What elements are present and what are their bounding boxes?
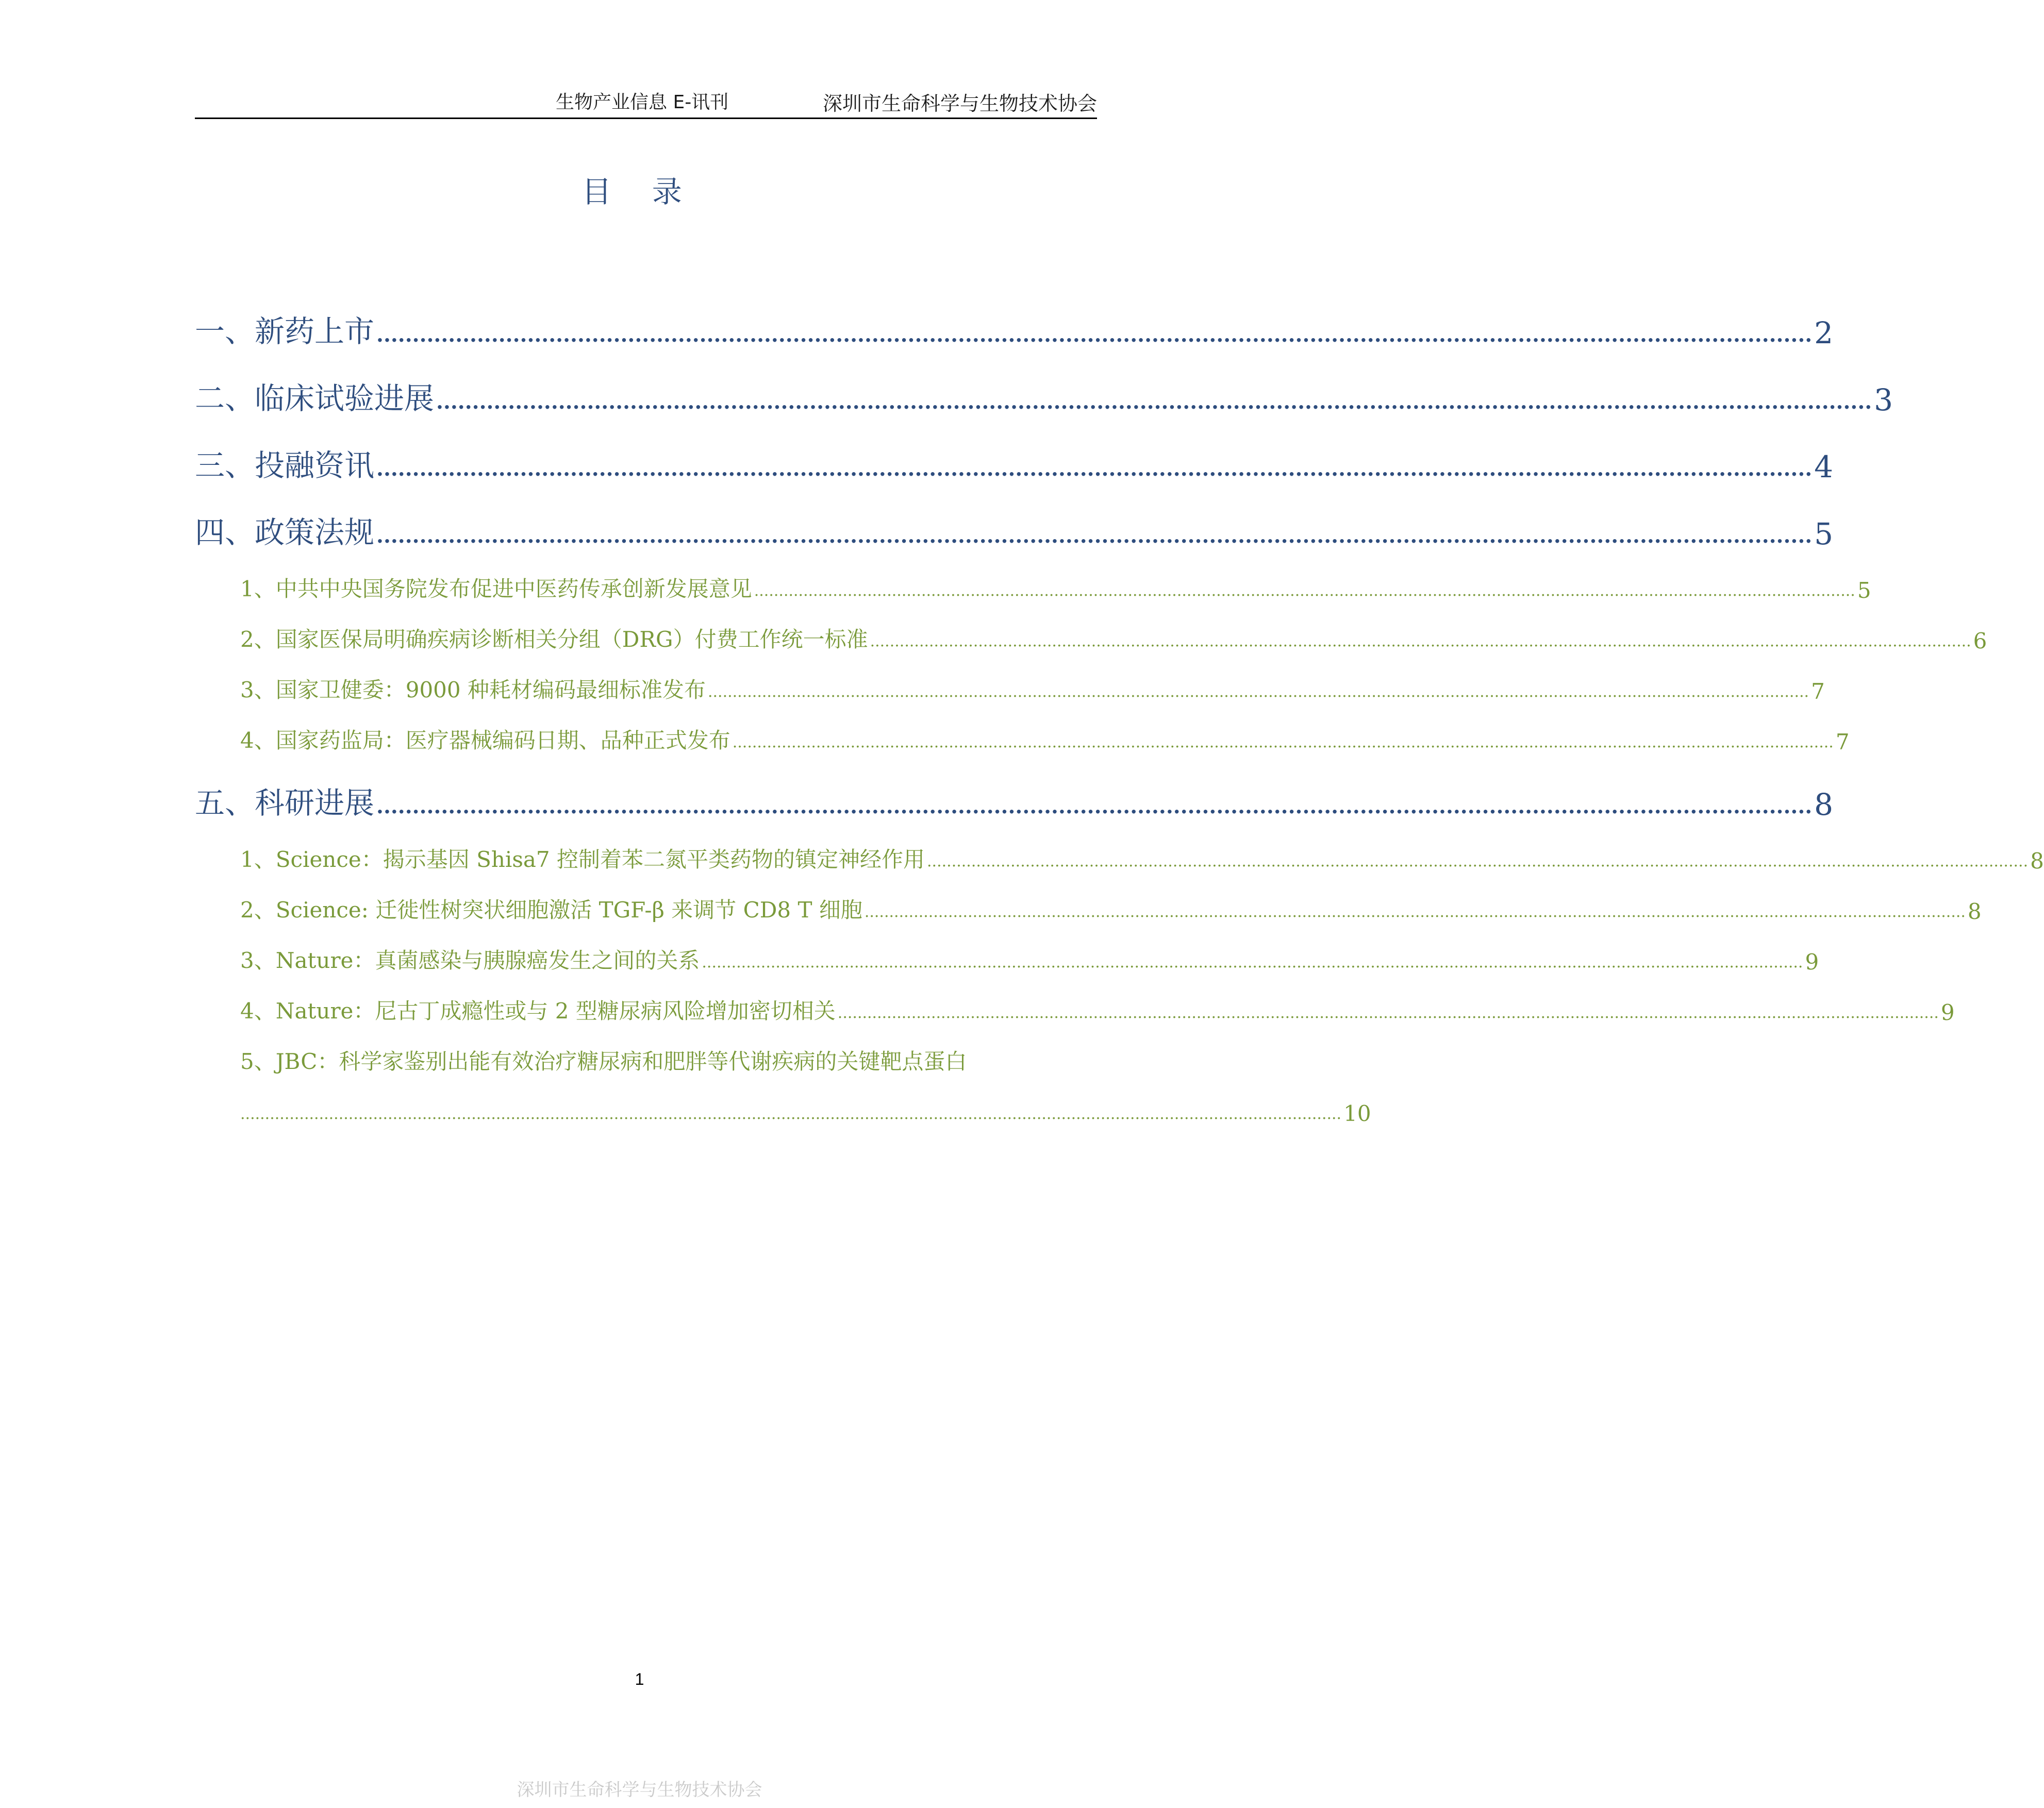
toc-title: 目 录 — [581, 174, 697, 209]
toc-entry-label: 1、Science：揭示基因 Shisa7 控制着苯二氮平类药物的镇定神经作用 — [240, 847, 925, 872]
header-organization: 深圳市生命科学与生物技术协会 — [822, 92, 1097, 115]
header-rule — [195, 118, 1097, 119]
toc-page-number: 9 — [1940, 1000, 1955, 1025]
page-number: 1 — [635, 1670, 644, 1688]
toc-subentry[interactable] — [240, 994, 1955, 1025]
toc-page-number: 6 — [1973, 628, 1987, 654]
toc-subentry[interactable] — [240, 843, 2044, 874]
toc-page-number: 8 — [1967, 899, 1982, 924]
dot-leader: ................................................................................................................................................................................................................................ — [702, 953, 1803, 972]
toc-entry-label: 五、科研进展 — [195, 785, 375, 821]
dot-leader: ................................................................................................................................................................................................................................ — [707, 683, 1809, 701]
dot-leader: ........................................................................................................................................................................................................ — [376, 457, 1813, 481]
toc-subentry[interactable] — [240, 724, 1850, 755]
dot-leader: ................................................................................................................................................................................................................................ — [240, 1105, 1342, 1123]
toc-subentry[interactable] — [240, 623, 1987, 654]
toc-entry-label: 3、Nature：真菌感染与胰腺癌发生之间的关系 — [240, 948, 700, 973]
dot-leader: ................................................................................................................................................................................................................................ — [732, 733, 1834, 751]
page-header — [195, 88, 1097, 119]
toc-entry-label: 一、新药上市 — [195, 314, 375, 349]
toc-entry-label: 3、国家卫健委：9000 种耗材编码最细标准发布 — [240, 677, 706, 702]
dot-leader: ........................................................................................................................................................................................................ — [436, 390, 1872, 414]
toc-entry-label: 4、Nature：尼古丁成瘾性或与 2 型糖尿病风险增加密切相关 — [240, 998, 836, 1024]
dot-leader: ................................................................................................................................................................................................................................ — [864, 903, 1966, 921]
toc-entry-new-drugs[interactable] — [195, 309, 1834, 350]
dot-leader: ................................................................................................................................................................................................................................ — [754, 582, 1855, 600]
toc-subentry-continuation[interactable] — [240, 1095, 1371, 1126]
journal-name: 生物产业信息 E-讯刊 — [556, 92, 729, 113]
toc-page-number: 8 — [2030, 848, 2044, 874]
dot-leader: ........................................................................................................................................................................................................ — [376, 323, 1813, 347]
toc-entry-research[interactable] — [195, 781, 1834, 822]
toc-entry-policy[interactable] — [195, 510, 1834, 551]
dot-leader: ................................................................................................................................................................................................................................ — [927, 852, 2029, 870]
toc-entry-label: 2、Science: 迁徙性树突状细胞激活 TGF-β 来调节 CD8 T 细胞 — [240, 897, 862, 923]
toc-entry-label: 二、临床试验进展 — [195, 381, 435, 416]
toc-page-number: 5 — [1857, 578, 1871, 603]
toc-subentry[interactable] — [240, 572, 1871, 603]
toc-entry-label: 2、国家医保局明确疾病诊断相关分组（DRG）付费工作统一标准 — [240, 627, 868, 652]
toc-page-number: 7 — [1835, 729, 1850, 755]
toc-page-number: 5 — [1814, 516, 1834, 551]
toc-page-number: 9 — [1805, 949, 1819, 975]
toc-subentry[interactable] — [240, 893, 1982, 924]
toc-page-number: 2 — [1814, 315, 1834, 350]
toc-entry-label: 四、政策法规 — [195, 515, 375, 550]
dot-leader: ........................................................................................................................................................................................................ — [376, 794, 1813, 818]
toc-page-number: 7 — [1811, 679, 1825, 704]
toc-entry-label: 1、中共中央国务院发布促进中医药传承创新发展意见 — [240, 576, 752, 601]
toc-subentry[interactable] — [240, 1045, 1097, 1076]
dot-leader: ................................................................................................................................................................................................................................ — [870, 632, 1971, 650]
footer-organization: 深圳市生命科学与生物技术协会 — [517, 1780, 762, 1800]
toc-subentry[interactable] — [240, 944, 1819, 975]
toc-entry-label: 三、投融资讯 — [195, 448, 375, 483]
toc-page-number: 10 — [1343, 1101, 1371, 1126]
toc-entry-label: 5、JBC：科学家鉴别出能有效治疗糖尿病和肥胖等代谢疾病的关键靶点蛋白 — [240, 1049, 967, 1074]
toc-page-number: 8 — [1814, 787, 1834, 822]
toc-subentry[interactable] — [240, 673, 1825, 704]
toc-page-number: 3 — [1874, 382, 1893, 417]
toc-entry-clinical-trials[interactable] — [195, 376, 1893, 417]
dot-leader: ................................................................................................................................................................................................................................ — [837, 1004, 1939, 1022]
dot-leader: ........................................................................................................................................................................................................ — [376, 524, 1813, 548]
toc-entry-investment[interactable] — [195, 443, 1834, 484]
toc-page-number: 4 — [1814, 449, 1834, 484]
toc-entry-label: 4、国家药监局：医疗器械编码日期、品种正式发布 — [240, 728, 730, 753]
